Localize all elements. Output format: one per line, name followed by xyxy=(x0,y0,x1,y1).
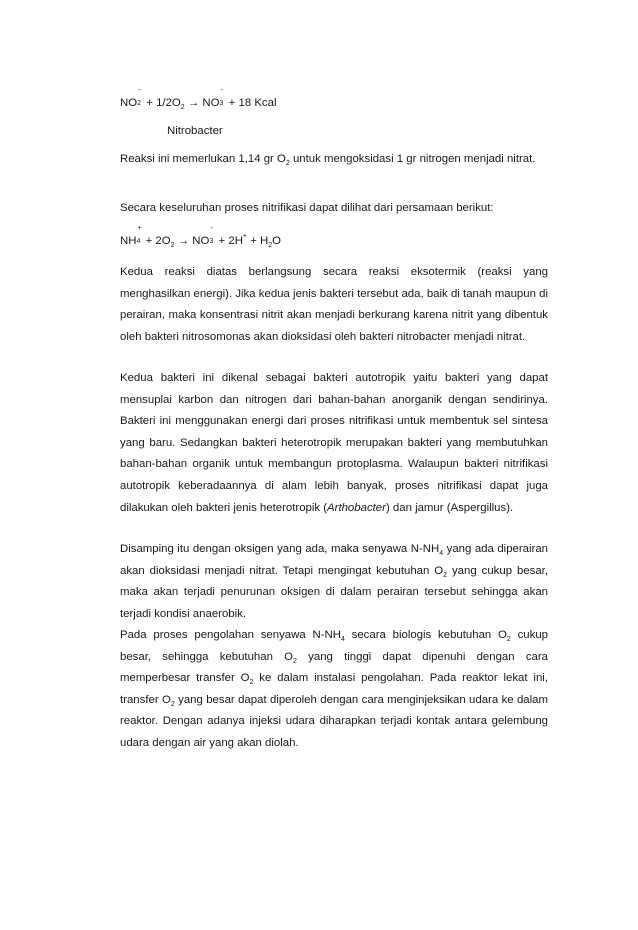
equation-script xyxy=(137,87,143,107)
paragraph-text: Reaksi ini memerlukan 1,14 gr O xyxy=(120,153,286,165)
equation-script xyxy=(219,87,226,107)
paragraph xyxy=(120,368,548,519)
equation-superscript: - xyxy=(220,87,223,94)
equation-term: + 2H xyxy=(215,235,243,247)
equation-superscript: + xyxy=(242,233,248,240)
equation-caption: Nitrobacter xyxy=(167,125,223,137)
equation-subscript: 2 xyxy=(137,100,141,107)
subscript: 2 xyxy=(170,700,175,708)
equation-term: NO xyxy=(202,97,220,109)
paragraph-text: yang cukup besar, maka akan terjadi penurunan oksigen di dalam perairan tersebut sehingga akan terjadi kondisi anaerobik. xyxy=(120,564,548,620)
italic-term: Arthobacter xyxy=(327,501,386,514)
subscript: 4 xyxy=(340,636,345,643)
equation-script xyxy=(209,225,215,245)
subscript: 2 xyxy=(249,679,254,687)
paragraph-text: yang ada diperairan akan dioksidasi menjadi nitrat. Tetapi mengingat kebutuhan O xyxy=(120,543,548,577)
paragraph-text: cukup besar, sehingga kebutuhan O xyxy=(120,629,548,663)
subscript: 2 xyxy=(293,657,297,665)
paragraph xyxy=(120,149,548,171)
subscript: 2 xyxy=(285,160,290,167)
paragraph-text: Pada proses pengolahan senyawa N-NH xyxy=(120,629,341,641)
paragraph xyxy=(120,539,548,625)
equation-term: + 1/2O xyxy=(143,97,181,109)
paragraph: Secara keseluruhan proses nitrifikasi dapat dilihat dari persamaan berikut: xyxy=(120,202,494,214)
paragraph: Kedua reaksi diatas berlangsung secara reaksi eksotermik (reaksi yang menghasilkan energi). Jika kedua jenis bakteri tersebut ada, baik di tanah maupun di perairan, maka konsentrasi nitrit akan menjadi berkurang karena nitrit yang dibentuk oleh bakteri nitrosomonas akan dioksidasi oleh bakteri nitrobacter menjadi nitrat. xyxy=(120,266,548,343)
paragraph-text: ke dalam instalasi pengolahan. Pada reaktor lekat ini, transfer O xyxy=(120,672,548,706)
equation-term: NO xyxy=(120,97,138,109)
subscript: 2 xyxy=(443,571,448,579)
reaction-arrow: → xyxy=(184,97,203,109)
paragraph xyxy=(120,625,548,755)
equation-subscript: 4 xyxy=(136,238,141,245)
paragraph-text: Kedua bakteri ini dikenal sebagai bakteri autotropik yaitu bakteri yang dapat mensuplai karbon dan nitrogen dari bahan-bahan anorganik dengan sendirinya. Bakteri ini menggunakan energi dari proses nitrifikasi untuk membentuk sel sintesa yang baru. Sedangkan bakteri heterotropik merupakan bakteri yang membutuhkan bahan-bahan organik untuk membangun protoplasma. Walaupun bakteri nitrifikasi autotropik keberadaannya di alam lebih banyak, proses nitrifikasi dapat juga dilakukan oleh bakteri jenis heterotropik ( xyxy=(120,372,548,514)
equation-superscript: + xyxy=(137,225,142,232)
equation-term: O xyxy=(272,235,282,247)
paragraph-text: yang tinggi dapat dipenuhi dengan cara memperbesar transfer O xyxy=(120,650,548,685)
subscript: 4 xyxy=(439,550,444,557)
equation-term: NH xyxy=(120,235,137,247)
nitrobacter-equation xyxy=(120,87,277,111)
equation-term: + 18 Kcal xyxy=(225,97,277,109)
paragraph-text: Disamping itu dengan oksigen yang ada, maka senyawa N-NH xyxy=(120,543,440,555)
equation-subscript: 2 xyxy=(170,242,175,249)
paragraph-text: yang besar dapat diperoleh dengan cara menginjeksikan udara ke dalam reaktor. Dengan adanya injeksi udara diharapkan terjadi kontak antara gelembung udara dengan air yang akan diolah. xyxy=(120,693,548,749)
equation-superscript: - xyxy=(138,87,141,94)
subscript: 2 xyxy=(506,636,511,643)
equation-subscript: 3 xyxy=(209,238,214,245)
equation-script xyxy=(136,225,142,245)
paragraph-text: ) dan jamur (Aspergillus). xyxy=(385,501,514,514)
nitrification-equation xyxy=(120,225,282,249)
equation-subscript: 2 xyxy=(180,104,185,111)
equation-subscript: 3 xyxy=(219,100,224,107)
paragraph-text: untuk mengoksidasi 1 gr nitrogen menjadi nitrat. xyxy=(289,153,536,165)
equation-term: + H xyxy=(247,235,269,247)
equation-term: NO xyxy=(192,235,210,247)
equation-subscript: 2 xyxy=(268,242,273,249)
equation-superscript: - xyxy=(210,225,213,232)
reaction-arrow: → xyxy=(174,235,193,247)
equation-term: + 2O xyxy=(142,235,171,247)
paragraph-text: secara biologis kebutuhan O xyxy=(344,629,507,641)
